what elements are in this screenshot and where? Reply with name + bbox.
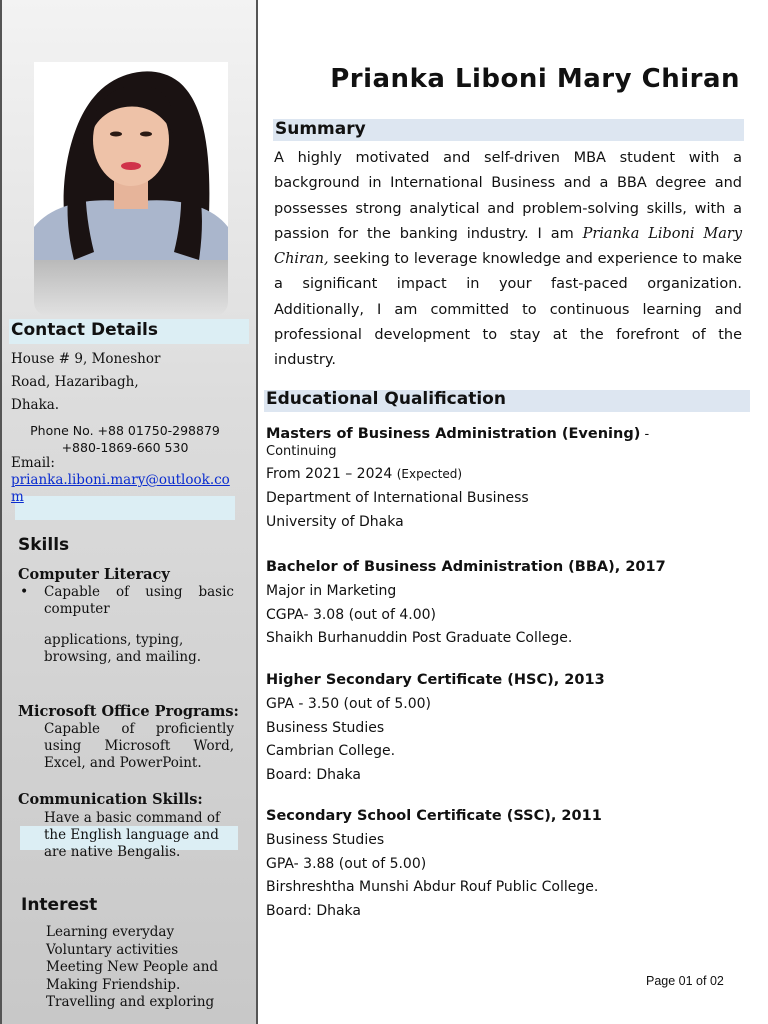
office-programs-text: Capable of proficiently using Microsoft Word, Excel, and PowerPoint.: [44, 721, 234, 771]
list-item: [18, 632, 234, 666]
bullet-icon: [20, 994, 46, 1012]
phone-number: Phone No. +88 01750-298879 +880-1869-660 530: [30, 423, 220, 455]
list-item: [20, 942, 234, 960]
list-item: [18, 721, 234, 772]
interest-list: [20, 924, 234, 1012]
contact-address: [11, 348, 201, 417]
hsc-title: Higher Secondary Certificate (HSC), 2013: [266, 672, 605, 688]
summary-part: A highly motivated and self-driven MBA student with a background in International Business and a BBA degree and possesses strong analytical and problem-solving skills, with a passion for the banking industry. I am: [274, 150, 742, 242]
mba-period-line: [266, 463, 706, 487]
email-label: Email:: [11, 455, 55, 471]
computer-literacy-line1: Capable of using basic computer: [44, 584, 234, 617]
communication-skills-text: Have a basic command of the English language and are native Bengalis.: [44, 810, 220, 860]
ssc-board: Board: Dhaka: [266, 903, 361, 920]
bba-major: Major in Marketing: [266, 582, 397, 599]
education-hsc: [266, 669, 706, 788]
ssc-institution: Birshreshtha Munshi Abdur Rouf Public College.: [266, 879, 599, 896]
computer-literacy-line2: applications, typing, browsing, and mailing.: [44, 632, 202, 665]
list-item: [20, 994, 234, 1012]
list-item: [18, 584, 234, 618]
hsc-group: Business Studies: [266, 719, 385, 736]
bba-cgpa: CGPA- 3.08 (out of 4.00): [266, 606, 436, 623]
mba-title: Masters of Business Administration (Evening): [266, 426, 641, 442]
communication-skills-title: Communication Skills:: [18, 791, 203, 808]
education-mba: [266, 426, 706, 534]
bullet-icon: [20, 924, 46, 942]
mba-status: - Continuing: [266, 427, 650, 459]
communication-skills-list: [18, 810, 234, 861]
bullet-icon: [18, 721, 44, 772]
ssc-gpa: GPA- 3.88 (out of 5.00): [266, 855, 427, 872]
mba-institution: University of Dhaka: [266, 513, 404, 530]
education-bba: [266, 556, 716, 651]
contact-heading: Contact Details: [11, 320, 158, 340]
bba-title: Bachelor of Business Administration (BBA), 2017: [266, 559, 666, 575]
ssc-group: Business Studies: [266, 831, 385, 848]
profile-photo: [34, 62, 228, 260]
list-item: [20, 959, 234, 994]
summary-text: [274, 146, 742, 374]
bullet-icon: [20, 942, 46, 960]
page-number: Page 01 of 02: [646, 974, 724, 988]
office-programs-title: Microsoft Office Programs:: [18, 703, 239, 720]
interest-item: Meeting New People and Making Friendship.: [46, 959, 219, 993]
mba-dept: Department of International Business: [266, 489, 529, 506]
mba-expected: (Expected): [396, 467, 463, 481]
email-link[interactable]: prianka.liboni.mary@outlook.com: [11, 472, 230, 505]
interest-heading: Interest: [21, 895, 98, 915]
page-title: Prianka Liboni Mary Chiran: [330, 64, 740, 94]
address-line: House # 9, Moneshor: [11, 351, 161, 367]
bullet-icon: [20, 959, 46, 994]
mba-title-line: [266, 426, 706, 460]
photo-reflection: [34, 260, 228, 316]
interest-item: Voluntary activities: [46, 941, 179, 958]
interest-item: Travelling and exploring: [46, 994, 215, 1010]
bullet-icon: •: [20, 584, 29, 600]
summary-part: seeking to leverage knowledge and experience to make a significant impact in your fast-paced organization. Additionally, I am committed to continuous learning and professional development to stay at the forefront of the industry.: [274, 251, 742, 369]
office-programs-list: [18, 721, 234, 772]
computer-literacy-title: Computer Literacy: [18, 566, 170, 583]
address-line: Road, Hazaribagh,: [11, 374, 139, 390]
interest-item: Learning everyday: [46, 924, 175, 940]
hsc-institution: Cambrian College.: [266, 743, 396, 760]
mba-period: From 2021 – 2024: [266, 466, 397, 482]
education-heading: Educational Qualification: [266, 389, 506, 409]
summary-heading: Summary: [275, 119, 366, 139]
skills-heading: Skills: [18, 535, 70, 555]
education-ssc: [266, 805, 706, 924]
summary-name: Prianka Liboni Mary Chiran,: [274, 225, 743, 268]
bba-institution: Shaikh Burhanuddin Post Graduate College.: [266, 630, 573, 647]
hsc-gpa: GPA - 3.50 (out of 5.00): [266, 695, 431, 712]
computer-literacy-list: [18, 584, 234, 666]
address-line: Dhaka.: [11, 397, 60, 413]
bullet-icon: [18, 810, 44, 861]
hsc-board: Board: Dhaka: [266, 767, 361, 784]
ssc-title: Secondary School Certificate (SSC), 2011: [266, 808, 602, 824]
list-item: [18, 810, 234, 861]
list-item: [20, 924, 234, 942]
